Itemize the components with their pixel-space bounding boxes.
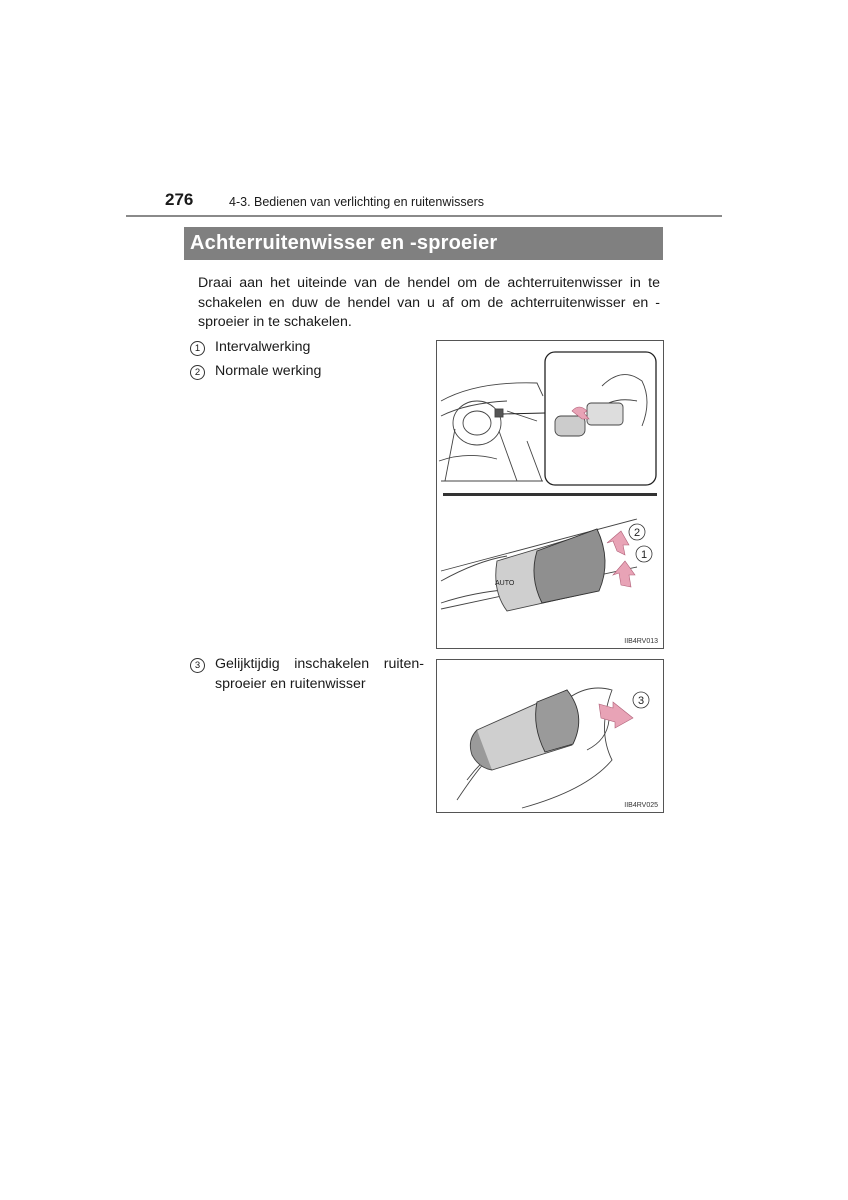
lever-tip [534, 529, 605, 603]
dashboard-sketch [439, 383, 543, 481]
list-item-label: Gelijktijdig inschakelen ruiten-sproeier en ruitenwisser [215, 656, 424, 692]
page-number: 276 [165, 190, 194, 209]
figure-lever-rotation [436, 340, 664, 649]
figure-code: IIB4RV013 [624, 638, 658, 645]
breadcrumb: 4-3. Bedienen van verlichting en ruitenwissers [229, 195, 484, 209]
callout-number: 2 [190, 365, 205, 380]
figure-divider [443, 493, 657, 496]
callout-number: 1 [190, 341, 205, 356]
callout-1-label: 1 [640, 549, 648, 561]
section-title: Achterruitenwisser en -sproeier [184, 227, 663, 260]
push-arrow-icon [599, 702, 633, 728]
callout-number: 3 [190, 658, 205, 673]
lever-illustration-2 [437, 660, 663, 812]
list-item-label: Intervalwerking [215, 339, 311, 355]
figure-code: IIB4RV025 [624, 802, 658, 809]
arrow-up-icon [607, 531, 629, 555]
header-divider [126, 215, 722, 217]
arrow-up-icon [613, 561, 635, 587]
callout-2-label: 2 [633, 527, 641, 539]
list-item-normale-werking [190, 362, 321, 382]
list-item-intervalwerking [190, 338, 310, 358]
list-item-gelijktijdig [190, 655, 424, 694]
lever-label: AUTO [495, 580, 515, 587]
list-item-label: Normale werking [215, 363, 322, 379]
intro-paragraph: Draai aan het uiteinde van de hendel om de achterruitenwisser in te schakelen en duw de hendel van u af om de achterruitenwisser en -sproeier in te schakelen. [198, 275, 660, 330]
lever-illustration-1 [437, 341, 663, 648]
callout-3-label: 3 [637, 695, 645, 707]
figure-lever-push [436, 659, 664, 813]
lever-tip [536, 690, 579, 752]
